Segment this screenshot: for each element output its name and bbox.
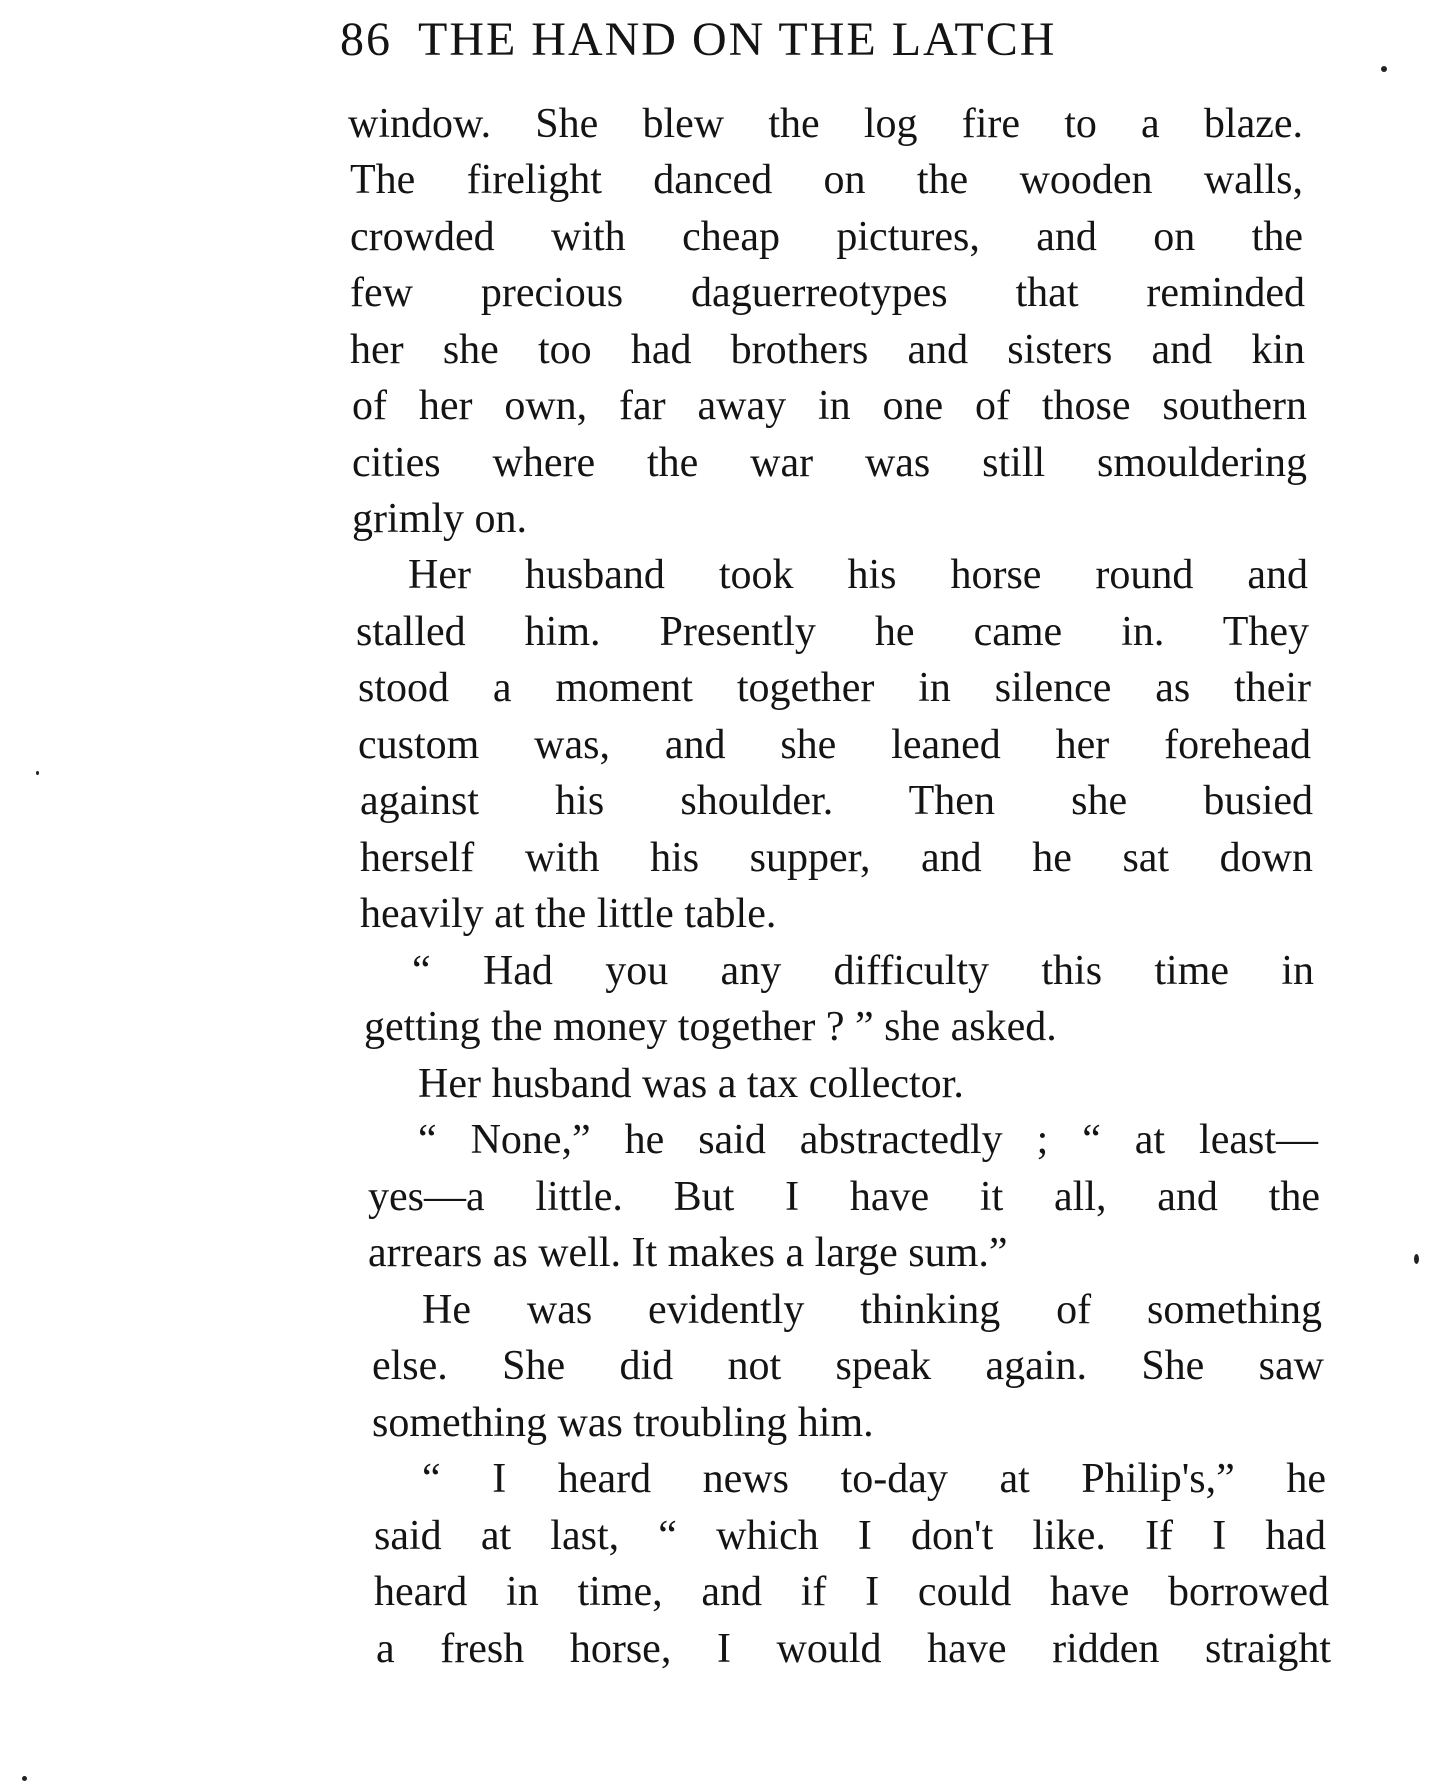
page-number: 86 <box>340 13 392 66</box>
text-line: something was troubling him. <box>372 1400 874 1446</box>
text-line: Her husband was a tax collector. <box>418 1061 964 1107</box>
text-line: The firelight danced on the wooden walls, <box>350 157 1303 203</box>
running-title: THE HAND ON THE LATCH <box>418 13 1057 66</box>
text-line: He was evidently thinking of something <box>422 1287 1322 1333</box>
text-line: said at last, “ which I don't like. If I had <box>374 1513 1326 1559</box>
text-line: arrears as well. It makes a large sum.” <box>368 1230 1008 1276</box>
text-line: few precious daguerreotypes that reminded <box>350 270 1305 316</box>
text-line: Her husband took his horse round and <box>408 552 1308 598</box>
text-line: “ None,” he said abstractedly ; “ at least— <box>418 1117 1318 1163</box>
text-line: “ I heard news to-day at Philip's,” he <box>422 1456 1326 1502</box>
text-line: heavily at the little table. <box>360 891 777 937</box>
text-line: cities where the war was still smouldering <box>352 440 1307 486</box>
text-line: a fresh horse, I would have ridden straight <box>376 1626 1331 1672</box>
text-line: else. She did not speak again. She saw <box>372 1343 1324 1389</box>
text-line: stalled him. Presently he came in. They <box>356 609 1309 655</box>
text-line: heard in time, and if I could have borrowed <box>374 1569 1329 1615</box>
scan-speck <box>1414 1254 1419 1264</box>
text-line: yes—a little. But I have it all, and the <box>368 1174 1320 1220</box>
text-line: against his shoulder. Then she busied <box>360 778 1313 824</box>
text-line: her she too had brothers and sisters and kin <box>350 327 1305 373</box>
text-line: grimly on. <box>352 496 527 542</box>
scan-speck <box>36 771 39 775</box>
text-line: herself with his supper, and he sat down <box>360 835 1313 881</box>
text-line: stood a moment together in silence as their <box>358 665 1311 711</box>
text-line: “ Had you any difficulty this time in <box>412 948 1314 994</box>
running-header <box>340 12 1300 72</box>
scan-speck <box>22 1776 27 1781</box>
text-line: crowded with cheap pictures, and on the <box>350 214 1303 260</box>
scan-speck <box>1381 66 1387 72</box>
text-line: of her own, far away in one of those southern <box>352 383 1307 429</box>
text-line: window. She blew the log fire to a blaze. <box>348 101 1303 147</box>
text-line: getting the money together ? ” she asked. <box>364 1004 1057 1050</box>
text-line: custom was, and she leaned her forehead <box>358 722 1311 768</box>
